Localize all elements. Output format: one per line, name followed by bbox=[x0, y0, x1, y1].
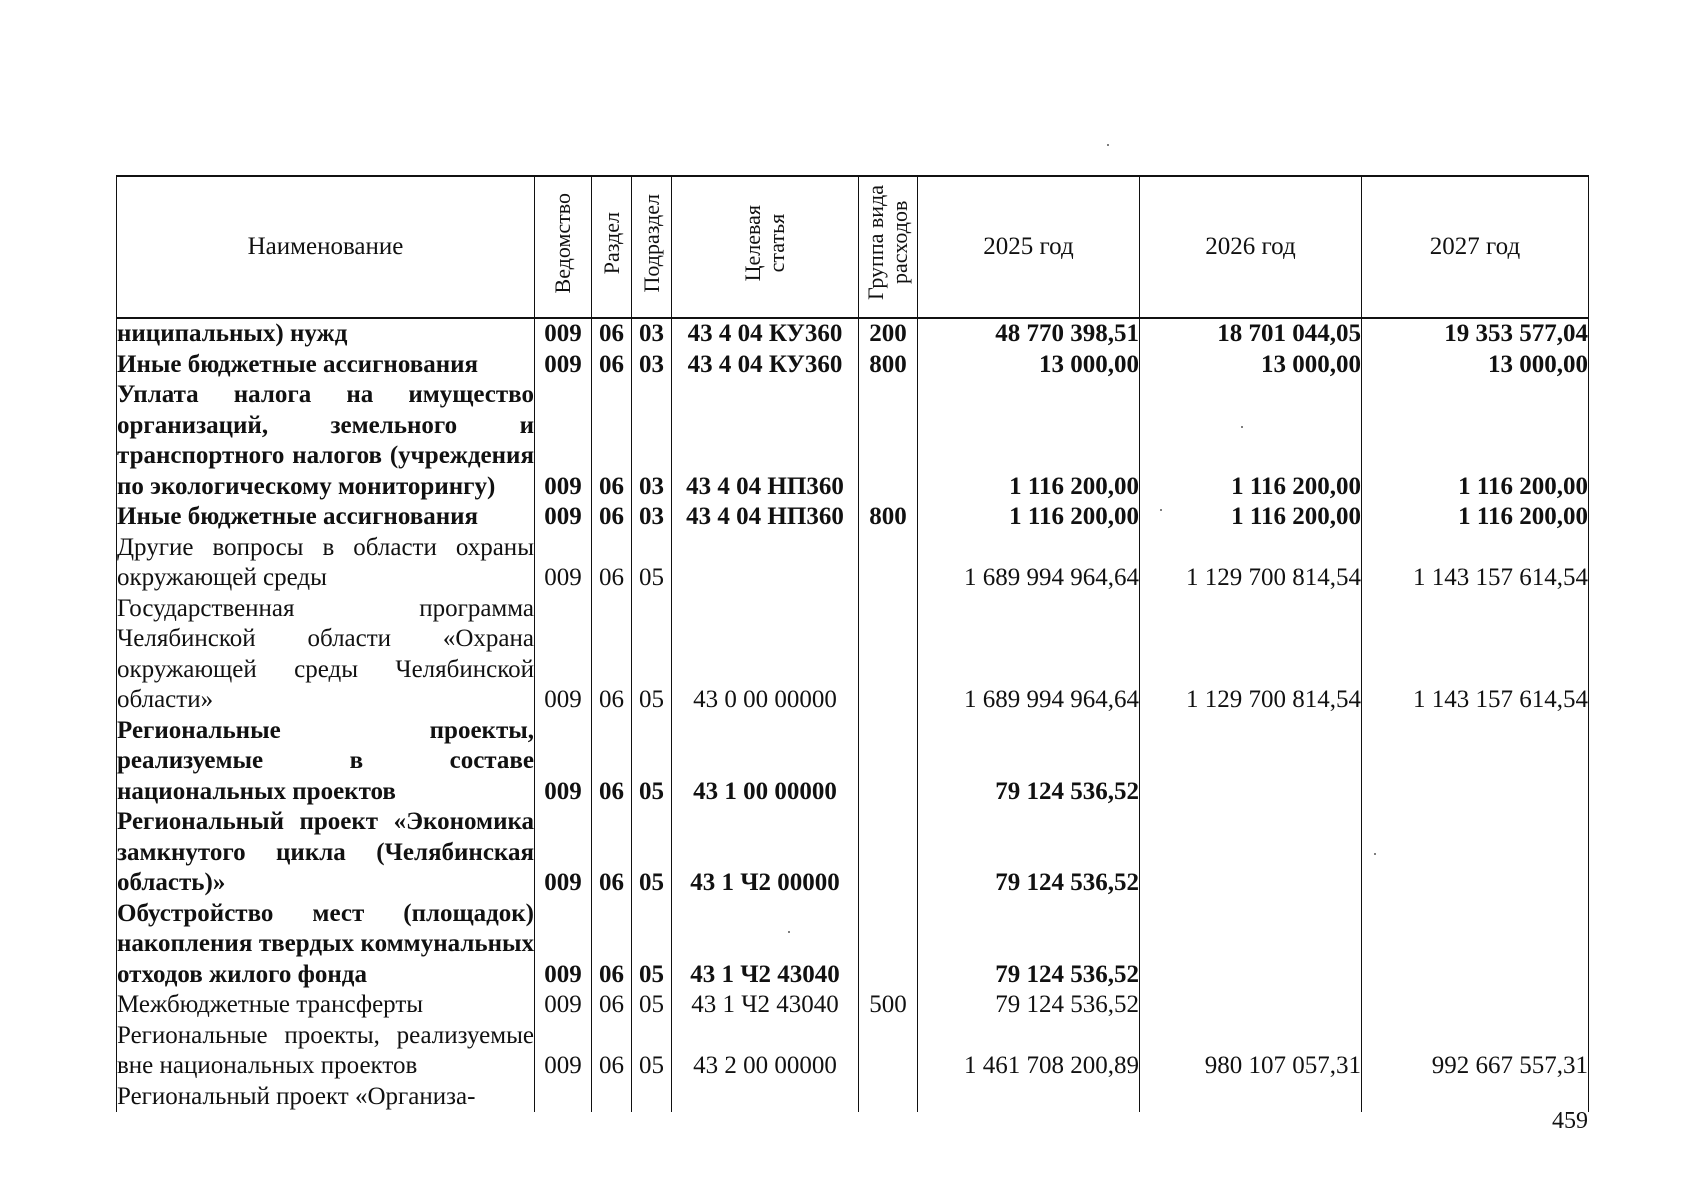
cell-target: 43 4 04 КУ360 bbox=[672, 350, 859, 381]
cell-section: 06 bbox=[592, 502, 632, 533]
cell-dept: 009 bbox=[535, 990, 592, 1021]
table-row bbox=[117, 594, 1589, 716]
cell-2026: 18 701 044,05 bbox=[1140, 318, 1362, 350]
cell-2025: 1 689 994 964,64 bbox=[918, 533, 1140, 594]
cell-2025: 1 689 994 964,64 bbox=[918, 594, 1140, 716]
cell-dept: 009 bbox=[535, 1021, 592, 1082]
cell-name: Региональные проекты, реализуемые в составе национальных проектов bbox=[117, 716, 535, 808]
cell-2025: 1 461 708 200,89 bbox=[918, 1021, 1140, 1082]
header-group-label: Группа вида расходов bbox=[863, 185, 912, 301]
header-section-label: Раздел bbox=[598, 211, 624, 274]
scan-speck bbox=[1160, 509, 1162, 511]
cell-target: 43 1 Ч2 00000 bbox=[672, 807, 859, 899]
cell-2026: 13 000,00 bbox=[1140, 350, 1362, 381]
cell-subsection: 03 bbox=[632, 318, 672, 350]
cell-2025: 79 124 536,52 bbox=[918, 807, 1140, 899]
header-target bbox=[672, 176, 859, 318]
cell-2027: 1 143 157 614,54 bbox=[1362, 594, 1589, 716]
header-dept-label: Ведомство bbox=[550, 192, 575, 293]
cell-target bbox=[672, 533, 859, 594]
cell-subsection: 05 bbox=[632, 716, 672, 808]
header-name-label: Наименование bbox=[247, 232, 404, 260]
cell-dept: 009 bbox=[535, 899, 592, 991]
header-subsection bbox=[632, 176, 672, 318]
header-group bbox=[859, 176, 918, 318]
scan-speck bbox=[788, 931, 790, 933]
cell-2026: 1 116 200,00 bbox=[1140, 502, 1362, 533]
header-2026-label: 2026 год bbox=[1205, 232, 1296, 260]
header-2025 bbox=[918, 176, 1140, 318]
header-2025-label: 2025 год bbox=[983, 232, 1074, 260]
cell-subsection: 05 bbox=[632, 990, 672, 1021]
cell-section: 06 bbox=[592, 716, 632, 808]
cell-2025: 13 000,00 bbox=[918, 350, 1140, 381]
cell-subsection: 05 bbox=[632, 533, 672, 594]
cell-2026 bbox=[1140, 716, 1362, 808]
cell-target: 43 1 Ч2 43040 bbox=[672, 899, 859, 991]
cell-section: 06 bbox=[592, 533, 632, 594]
cell-name: Обустройство мест (площадок) накопления твердых коммунальных отходов жилого фонда bbox=[117, 899, 535, 991]
cell-target: 43 4 04 НП360 bbox=[672, 380, 859, 502]
table-row bbox=[117, 807, 1589, 899]
cell-2027 bbox=[1362, 716, 1589, 808]
cell-group bbox=[859, 1082, 918, 1113]
table-row bbox=[117, 899, 1589, 991]
cell-section: 06 bbox=[592, 318, 632, 350]
cell-2027: 992 667 557,31 bbox=[1362, 1021, 1589, 1082]
table-row bbox=[117, 1082, 1589, 1113]
cell-2027: 13 000,00 bbox=[1362, 350, 1589, 381]
table-header-row bbox=[117, 176, 1589, 318]
cell-2027: 1 143 157 614,54 bbox=[1362, 533, 1589, 594]
cell-target bbox=[672, 1082, 859, 1113]
cell-section: 06 bbox=[592, 899, 632, 991]
cell-target: 43 1 Ч2 43040 bbox=[672, 990, 859, 1021]
cell-group: 800 bbox=[859, 350, 918, 381]
header-name bbox=[117, 176, 535, 318]
table-row bbox=[117, 1021, 1589, 1082]
cell-group bbox=[859, 716, 918, 808]
cell-section: 06 bbox=[592, 1021, 632, 1082]
table-body bbox=[117, 318, 1589, 1112]
cell-2026 bbox=[1140, 899, 1362, 991]
header-target-label: Целевая статья bbox=[740, 204, 789, 281]
cell-name: Уплата налога на имущество организаций, земельного и транспортного налогов (учреждения по экологическому мониторингу) bbox=[117, 380, 535, 502]
table-row bbox=[117, 990, 1589, 1021]
table-row bbox=[117, 502, 1589, 533]
table-row bbox=[117, 380, 1589, 502]
cell-2027: 1 116 200,00 bbox=[1362, 380, 1589, 502]
header-2026 bbox=[1140, 176, 1362, 318]
cell-subsection: 05 bbox=[632, 1021, 672, 1082]
cell-2027 bbox=[1362, 990, 1589, 1021]
cell-dept: 009 bbox=[535, 807, 592, 899]
cell-subsection: 05 bbox=[632, 594, 672, 716]
table-row bbox=[117, 716, 1589, 808]
cell-2026 bbox=[1140, 807, 1362, 899]
scan-speck bbox=[1241, 426, 1243, 428]
cell-2025: 1 116 200,00 bbox=[918, 380, 1140, 502]
cell-name: Региональный проект «Организа- bbox=[117, 1082, 535, 1113]
cell-name: Региональные проекты, реализуемые вне национальных проектов bbox=[117, 1021, 535, 1082]
cell-subsection bbox=[632, 1082, 672, 1113]
cell-2026: 980 107 057,31 bbox=[1140, 1021, 1362, 1082]
budget-table bbox=[116, 175, 1589, 1112]
cell-2025: 1 116 200,00 bbox=[918, 502, 1140, 533]
cell-2026: 1 129 700 814,54 bbox=[1140, 533, 1362, 594]
cell-name: Межбюджетные трансферты bbox=[117, 990, 535, 1021]
cell-name: Государственная программа Челябинской области «Охрана окружающей среды Челябинской области» bbox=[117, 594, 535, 716]
cell-name: ниципальных) нужд bbox=[117, 318, 535, 350]
cell-group: 500 bbox=[859, 990, 918, 1021]
cell-2025: 48 770 398,51 bbox=[918, 318, 1140, 350]
table-row bbox=[117, 318, 1589, 350]
cell-name: Региональный проект «Экономика замкнутого цикла (Челябинская область)» bbox=[117, 807, 535, 899]
cell-target: 43 0 00 00000 bbox=[672, 594, 859, 716]
cell-target: 43 4 04 НП360 bbox=[672, 502, 859, 533]
cell-2026 bbox=[1140, 1082, 1362, 1113]
page-number: 459 bbox=[1552, 1108, 1588, 1134]
cell-section: 06 bbox=[592, 807, 632, 899]
cell-name: Другие вопросы в области охраны окружающей среды bbox=[117, 533, 535, 594]
table-row bbox=[117, 533, 1589, 594]
cell-2026 bbox=[1140, 990, 1362, 1021]
header-subsection-label: Подраздел bbox=[638, 193, 664, 292]
cell-section: 06 bbox=[592, 594, 632, 716]
cell-2027: 19 353 577,04 bbox=[1362, 318, 1589, 350]
cell-group bbox=[859, 594, 918, 716]
cell-subsection: 05 bbox=[632, 807, 672, 899]
cell-subsection: 05 bbox=[632, 899, 672, 991]
cell-section bbox=[592, 1082, 632, 1113]
cell-2026: 1 129 700 814,54 bbox=[1140, 594, 1362, 716]
header-2027 bbox=[1362, 176, 1589, 318]
cell-group bbox=[859, 1021, 918, 1082]
cell-dept bbox=[535, 1082, 592, 1113]
cell-section: 06 bbox=[592, 990, 632, 1021]
cell-section: 06 bbox=[592, 350, 632, 381]
cell-dept: 009 bbox=[535, 502, 592, 533]
cell-dept: 009 bbox=[535, 594, 592, 716]
cell-2025: 79 124 536,52 bbox=[918, 990, 1140, 1021]
cell-section: 06 bbox=[592, 380, 632, 502]
cell-subsection: 03 bbox=[632, 502, 672, 533]
cell-group bbox=[859, 533, 918, 594]
cell-name: Иные бюджетные ассигнования bbox=[117, 502, 535, 533]
cell-2025: 79 124 536,52 bbox=[918, 899, 1140, 991]
cell-2027: 1 116 200,00 bbox=[1362, 502, 1589, 533]
cell-target: 43 1 00 00000 bbox=[672, 716, 859, 808]
cell-subsection: 03 bbox=[632, 380, 672, 502]
cell-2025 bbox=[918, 1082, 1140, 1113]
cell-target: 43 4 04 КУ360 bbox=[672, 318, 859, 350]
cell-group: 800 bbox=[859, 502, 918, 533]
cell-2026: 1 116 200,00 bbox=[1140, 380, 1362, 502]
cell-dept: 009 bbox=[535, 380, 592, 502]
cell-2025: 79 124 536,52 bbox=[918, 716, 1140, 808]
cell-2027 bbox=[1362, 899, 1589, 991]
cell-2027 bbox=[1362, 807, 1589, 899]
scan-speck bbox=[1107, 144, 1109, 146]
header-dept bbox=[535, 176, 592, 318]
header-2027-label: 2027 год bbox=[1429, 232, 1521, 260]
cell-target: 43 2 00 00000 bbox=[672, 1021, 859, 1082]
table-row bbox=[117, 350, 1589, 381]
cell-group bbox=[859, 807, 918, 899]
cell-name: Иные бюджетные ассигнования bbox=[117, 350, 535, 381]
cell-group: 200 bbox=[859, 318, 918, 350]
cell-group bbox=[859, 899, 918, 991]
cell-group bbox=[859, 380, 918, 502]
scan-speck bbox=[1374, 853, 1376, 855]
cell-subsection: 03 bbox=[632, 350, 672, 381]
cell-dept: 009 bbox=[535, 318, 592, 350]
cell-dept: 009 bbox=[535, 533, 592, 594]
cell-dept: 009 bbox=[535, 716, 592, 808]
header-section bbox=[592, 176, 632, 318]
cell-dept: 009 bbox=[535, 350, 592, 381]
